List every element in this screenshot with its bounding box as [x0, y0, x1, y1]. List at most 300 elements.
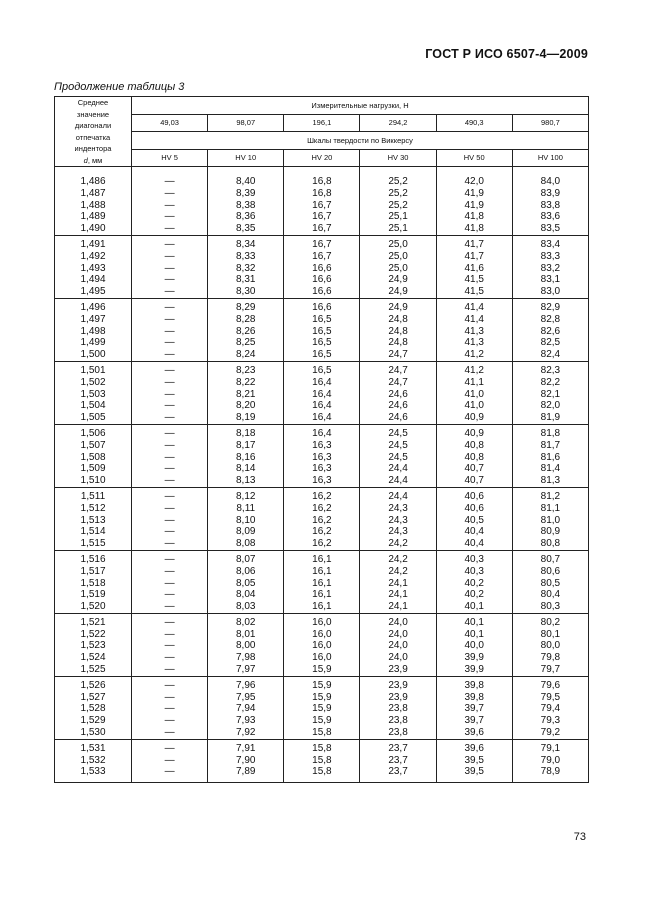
hardness-cell: 16,0	[284, 640, 360, 652]
hardness-cell: 16,6	[284, 286, 360, 298]
hardness-cell: 16,7	[284, 211, 360, 223]
table-row	[55, 487, 589, 502]
diagonal-cell: 1,509	[55, 463, 132, 475]
hardness-cell: 82,8	[512, 314, 588, 326]
hardness-cell: 41,0	[436, 389, 512, 401]
diagonal-cell: 1,504	[55, 400, 132, 412]
table-row	[55, 211, 589, 223]
hardness-cell: 82,9	[512, 298, 588, 313]
hardness-cell: —	[132, 601, 208, 613]
table-row	[55, 550, 589, 565]
hardness-cell: 16,8	[284, 188, 360, 200]
hardness-cell: 83,5	[512, 223, 588, 235]
header-load-cell: 98,07	[208, 114, 284, 132]
hardness-cell: 40,7	[436, 475, 512, 487]
hardness-cell: 24,2	[360, 538, 436, 550]
table-row	[55, 298, 589, 313]
diagonal-cell: 1,524	[55, 652, 132, 664]
hardness-cell: —	[132, 755, 208, 767]
hardness-cell: 39,8	[436, 692, 512, 704]
spacer-cell	[436, 167, 512, 177]
diagonal-cell: 1,522	[55, 629, 132, 641]
hardness-cell: 83,6	[512, 211, 588, 223]
hardness-cell: 82,5	[512, 337, 588, 349]
hardness-cell: 16,2	[284, 538, 360, 550]
table-row	[55, 526, 589, 538]
hardness-cell: 8,12	[208, 487, 284, 502]
table-row	[55, 440, 589, 452]
hardness-cell: 24,2	[360, 566, 436, 578]
table-row	[55, 664, 589, 676]
hardness-cell: 16,0	[284, 629, 360, 641]
hardness-cell: 82,1	[512, 389, 588, 401]
table-row	[55, 361, 589, 376]
hardness-cell: 16,6	[284, 263, 360, 275]
hardness-cell: 41,6	[436, 263, 512, 275]
hardness-cell: 8,31	[208, 274, 284, 286]
hardness-cell: 23,7	[360, 755, 436, 767]
hardness-cell: —	[132, 298, 208, 313]
hardness-cell: 24,8	[360, 314, 436, 326]
hardness-cell: 8,26	[208, 326, 284, 338]
hardness-cell: 16,5	[284, 349, 360, 361]
hardness-cell: —	[132, 211, 208, 223]
hardness-cell: 8,11	[208, 503, 284, 515]
hardness-cell: 8,29	[208, 298, 284, 313]
spacer-cell	[512, 167, 588, 177]
hardness-cell: 39,5	[436, 766, 512, 782]
hardness-cell: —	[132, 664, 208, 676]
hardness-cell: 79,6	[512, 676, 588, 691]
table-row	[55, 251, 589, 263]
hardness-cell: 41,5	[436, 274, 512, 286]
hardness-cell: 16,5	[284, 326, 360, 338]
table-row	[55, 652, 589, 664]
hardness-cell: 15,8	[284, 739, 360, 754]
table-row	[55, 463, 589, 475]
hardness-cell: 80,8	[512, 538, 588, 550]
hardness-cell: 24,8	[360, 326, 436, 338]
hardness-cell: 8,14	[208, 463, 284, 475]
hardness-cell: —	[132, 739, 208, 754]
hardness-cell: 16,5	[284, 337, 360, 349]
diagonal-cell: 1,520	[55, 601, 132, 613]
diagonal-cell: 1,529	[55, 715, 132, 727]
hardness-cell: 24,9	[360, 274, 436, 286]
hardness-cell: 16,3	[284, 475, 360, 487]
header-diagonal-unit: , мм	[87, 155, 103, 165]
diagonal-cell: 1,514	[55, 526, 132, 538]
hardness-cell: 8,40	[208, 176, 284, 188]
table-row	[55, 613, 589, 628]
hardness-cell: —	[132, 715, 208, 727]
hardness-cell: 16,6	[284, 274, 360, 286]
hardness-cell: 15,9	[284, 703, 360, 715]
hardness-cell: 80,5	[512, 578, 588, 590]
hardness-cell: 40,8	[436, 452, 512, 464]
hardness-cell: 7,98	[208, 652, 284, 664]
hardness-cell: 24,0	[360, 629, 436, 641]
table-caption: Продолжение таблицы 3	[54, 81, 185, 93]
document-header: ГОСТ Р ИСО 6507-4—2009	[425, 47, 588, 61]
hardness-cell: 15,8	[284, 727, 360, 739]
hardness-cell: 8,13	[208, 475, 284, 487]
diagonal-cell: 1,499	[55, 337, 132, 349]
hardness-cell: 39,9	[436, 652, 512, 664]
hardness-cell: 40,3	[436, 550, 512, 565]
table-row	[55, 223, 589, 235]
hardness-cell: 39,6	[436, 739, 512, 754]
hardness-cell: 40,2	[436, 578, 512, 590]
hardness-cell: 79,0	[512, 755, 588, 767]
diagonal-cell: 1,533	[55, 766, 132, 782]
table-row	[55, 515, 589, 527]
hardness-cell: —	[132, 400, 208, 412]
hardness-cell: 16,7	[284, 200, 360, 212]
hardness-cell: 24,2	[360, 550, 436, 565]
hardness-cell: 16,0	[284, 652, 360, 664]
hardness-cell: 7,92	[208, 727, 284, 739]
hardness-cell: —	[132, 389, 208, 401]
hardness-cell: 15,9	[284, 715, 360, 727]
hardness-cell: 80,0	[512, 640, 588, 652]
table-row	[55, 629, 589, 641]
table-row	[55, 715, 589, 727]
hardness-cell: 7,93	[208, 715, 284, 727]
hardness-cell: —	[132, 452, 208, 464]
hardness-cell: —	[132, 515, 208, 527]
header-scale-cell: HV 5	[132, 149, 208, 167]
hardness-cell: 25,2	[360, 188, 436, 200]
hardness-cell: 16,1	[284, 601, 360, 613]
hardness-cell: —	[132, 235, 208, 250]
hardness-cell: 25,0	[360, 251, 436, 263]
hardness-cell: 16,1	[284, 566, 360, 578]
header-diagonal-line: Среднее	[77, 98, 109, 107]
hardness-cell: 23,9	[360, 692, 436, 704]
hardness-cell: 16,3	[284, 463, 360, 475]
hardness-cell: —	[132, 314, 208, 326]
hardness-cell: 81,9	[512, 412, 588, 424]
hardness-cell: 41,1	[436, 377, 512, 389]
table-row	[55, 766, 589, 782]
hardness-cell: 24,4	[360, 487, 436, 502]
table-row	[55, 601, 589, 613]
header-load-cell: 294,2	[360, 114, 436, 132]
diagonal-cell: 1,515	[55, 538, 132, 550]
hardness-cell: 15,9	[284, 692, 360, 704]
hardness-cell: 82,3	[512, 361, 588, 376]
hardness-cell: —	[132, 286, 208, 298]
hardness-cell: 40,4	[436, 526, 512, 538]
hardness-cell: 39,9	[436, 664, 512, 676]
hardness-cell: —	[132, 337, 208, 349]
hardness-cell: 81,7	[512, 440, 588, 452]
hardness-cell: 8,17	[208, 440, 284, 452]
hardness-cell: —	[132, 589, 208, 601]
diagonal-cell: 1,506	[55, 424, 132, 439]
header-load-cell: 49,03	[132, 114, 208, 132]
hardness-cell: —	[132, 326, 208, 338]
diagonal-cell: 1,493	[55, 263, 132, 275]
hardness-cell: —	[132, 703, 208, 715]
hardness-cell: —	[132, 274, 208, 286]
hardness-cell: —	[132, 251, 208, 263]
hardness-cell: 79,1	[512, 739, 588, 754]
hardness-cell: 81,0	[512, 515, 588, 527]
hardness-cell: —	[132, 578, 208, 590]
header-scales-row	[55, 149, 589, 167]
hardness-cell: 79,7	[512, 664, 588, 676]
hardness-cell: 8,35	[208, 223, 284, 235]
page-number: 73	[573, 831, 586, 843]
table-row	[55, 755, 589, 767]
diagonal-cell: 1,505	[55, 412, 132, 424]
spacer-cell	[208, 167, 284, 177]
header-diagonal-line: отпечатка	[75, 132, 111, 142]
diagonal-cell: 1,498	[55, 326, 132, 338]
hardness-cell: 7,90	[208, 755, 284, 767]
hardness-cell: 40,9	[436, 412, 512, 424]
hardness-cell: 79,4	[512, 703, 588, 715]
hardness-cell: 8,18	[208, 424, 284, 439]
hardness-cell: 83,1	[512, 274, 588, 286]
table-row	[55, 314, 589, 326]
diagonal-cell: 1,525	[55, 664, 132, 676]
table-row	[55, 566, 589, 578]
hardness-cell: 83,4	[512, 235, 588, 250]
hardness-cell: 25,2	[360, 176, 436, 188]
hardness-cell: 16,1	[284, 578, 360, 590]
hardness-cell: 16,5	[284, 314, 360, 326]
header-scale-cell: HV 30	[360, 149, 436, 167]
hardness-cell: —	[132, 538, 208, 550]
spacer-row	[55, 167, 589, 177]
hardness-cell: 83,8	[512, 200, 588, 212]
hardness-cell: 24,7	[360, 361, 436, 376]
hardness-cell: 24,1	[360, 601, 436, 613]
hardness-cell: 40,1	[436, 601, 512, 613]
hardness-cell: 16,3	[284, 452, 360, 464]
hardness-cell: —	[132, 766, 208, 782]
hardness-cell: 8,05	[208, 578, 284, 590]
diagonal-cell: 1,507	[55, 440, 132, 452]
hardness-cell: —	[132, 176, 208, 188]
hardness-cell: 78,9	[512, 766, 588, 782]
hardness-cell: 15,9	[284, 676, 360, 691]
hardness-cell: 40,0	[436, 640, 512, 652]
hardness-cell: 16,7	[284, 223, 360, 235]
diagonal-cell: 1,491	[55, 235, 132, 250]
diagonal-cell: 1,508	[55, 452, 132, 464]
hardness-cell: 40,7	[436, 463, 512, 475]
table-row	[55, 503, 589, 515]
hardness-cell: 40,2	[436, 589, 512, 601]
table-row	[55, 188, 589, 200]
hardness-cell: 41,7	[436, 235, 512, 250]
diagonal-cell: 1,521	[55, 613, 132, 628]
hardness-cell: —	[132, 377, 208, 389]
hardness-cell: 8,23	[208, 361, 284, 376]
table-row	[55, 326, 589, 338]
hardness-cell: —	[132, 727, 208, 739]
hardness-cell: —	[132, 475, 208, 487]
hardness-cell: 41,3	[436, 337, 512, 349]
table-row	[55, 640, 589, 652]
diagonal-cell: 1,528	[55, 703, 132, 715]
hardness-cell: 24,9	[360, 298, 436, 313]
diagonal-cell: 1,487	[55, 188, 132, 200]
hardness-cell: 8,01	[208, 629, 284, 641]
hardness-cell: 83,3	[512, 251, 588, 263]
hardness-cell: 16,1	[284, 589, 360, 601]
hardness-cell: 82,4	[512, 349, 588, 361]
hardness-cell: 8,19	[208, 412, 284, 424]
diagonal-cell: 1,518	[55, 578, 132, 590]
header-loads-title: Измерительные нагрузки, Н	[132, 97, 589, 115]
diagonal-cell: 1,532	[55, 755, 132, 767]
hardness-cell: 16,7	[284, 251, 360, 263]
hardness-cell: 8,09	[208, 526, 284, 538]
hardness-cell: 24,5	[360, 452, 436, 464]
diagonal-cell: 1,530	[55, 727, 132, 739]
hardness-cell: 41,9	[436, 188, 512, 200]
diagonal-cell: 1,497	[55, 314, 132, 326]
table-row	[55, 263, 589, 275]
hardness-cell: —	[132, 629, 208, 641]
hardness-cell: 24,8	[360, 337, 436, 349]
hardness-cell: —	[132, 349, 208, 361]
hardness-cell: 16,7	[284, 235, 360, 250]
hardness-cell: 23,7	[360, 766, 436, 782]
hardness-cell: —	[132, 200, 208, 212]
hardness-cell: —	[132, 566, 208, 578]
hardness-cell: —	[132, 223, 208, 235]
hardness-cell: 41,4	[436, 298, 512, 313]
hardness-cell: 25,0	[360, 263, 436, 275]
hardness-cell: 81,3	[512, 475, 588, 487]
hardness-cell: 8,00	[208, 640, 284, 652]
hardness-cell: 41,9	[436, 200, 512, 212]
hardness-cell: 8,34	[208, 235, 284, 250]
header-scale-cell: HV 10	[208, 149, 284, 167]
diagonal-cell: 1,526	[55, 676, 132, 691]
hardness-cell: 8,25	[208, 337, 284, 349]
table-row	[55, 337, 589, 349]
hardness-cell: 40,6	[436, 503, 512, 515]
hardness-cell: 24,4	[360, 463, 436, 475]
hardness-cell: 24,3	[360, 526, 436, 538]
header-diagonal-line: диагонали	[74, 121, 112, 130]
hardness-cell: 25,1	[360, 223, 436, 235]
hardness-cell: 39,5	[436, 755, 512, 767]
hardness-cell: 80,6	[512, 566, 588, 578]
table-row	[55, 538, 589, 550]
hardness-cell: 8,22	[208, 377, 284, 389]
diagonal-cell: 1,494	[55, 274, 132, 286]
hardness-cell: —	[132, 487, 208, 502]
hardness-cell: 16,4	[284, 424, 360, 439]
hardness-cell: 7,89	[208, 766, 284, 782]
diagonal-cell: 1,517	[55, 566, 132, 578]
hardness-cell: 83,2	[512, 263, 588, 275]
table-row	[55, 578, 589, 590]
diagonal-cell: 1,519	[55, 589, 132, 601]
hardness-cell: 8,10	[208, 515, 284, 527]
hardness-cell: 24,7	[360, 377, 436, 389]
hardness-cell: —	[132, 440, 208, 452]
hardness-cell: —	[132, 412, 208, 424]
hardness-cell: 41,7	[436, 251, 512, 263]
spacer-cell	[360, 167, 436, 177]
hardness-cell: 81,8	[512, 424, 588, 439]
table-row	[55, 274, 589, 286]
hardness-cell: 16,8	[284, 176, 360, 188]
hardness-cell: —	[132, 463, 208, 475]
header-diagonal	[55, 97, 132, 167]
spacer-cell	[132, 167, 208, 177]
header-scale-cell: HV 50	[436, 149, 512, 167]
hardness-cell: 7,95	[208, 692, 284, 704]
hardness-cell: 40,1	[436, 613, 512, 628]
hardness-cell: 81,4	[512, 463, 588, 475]
diagonal-cell: 1,523	[55, 640, 132, 652]
table-body	[55, 167, 589, 783]
hardness-cell: 8,30	[208, 286, 284, 298]
table-row	[55, 452, 589, 464]
table-row	[55, 692, 589, 704]
hardness-cell: 15,8	[284, 755, 360, 767]
hardness-cell: 80,7	[512, 550, 588, 565]
hardness-cell: 24,1	[360, 589, 436, 601]
hardness-cell: —	[132, 503, 208, 515]
header-loads-row	[55, 114, 589, 132]
hardness-cell: 40,3	[436, 566, 512, 578]
hardness-cell: 23,7	[360, 739, 436, 754]
hardness-cell: 40,6	[436, 487, 512, 502]
diagonal-cell: 1,516	[55, 550, 132, 565]
hardness-cell: 25,1	[360, 211, 436, 223]
diagonal-cell: 1,496	[55, 298, 132, 313]
table-row	[55, 727, 589, 739]
hardness-cell: 8,32	[208, 263, 284, 275]
diagonal-cell: 1,511	[55, 487, 132, 502]
hardness-cell: 8,33	[208, 251, 284, 263]
hardness-cell: 40,5	[436, 515, 512, 527]
hardness-cell: 16,4	[284, 400, 360, 412]
table-row	[55, 703, 589, 715]
diagonal-cell: 1,488	[55, 200, 132, 212]
hardness-cell: 80,4	[512, 589, 588, 601]
table-row	[55, 400, 589, 412]
hardness-cell: 8,36	[208, 211, 284, 223]
hardness-cell: 24,7	[360, 349, 436, 361]
diagonal-cell: 1,501	[55, 361, 132, 376]
hardness-cell: 7,91	[208, 739, 284, 754]
diagonal-cell: 1,512	[55, 503, 132, 515]
table-head	[55, 97, 589, 167]
table-row	[55, 424, 589, 439]
hardness-cell: 80,1	[512, 629, 588, 641]
hardness-cell: 24,5	[360, 424, 436, 439]
hardness-cell: —	[132, 550, 208, 565]
hardness-cell: 24,9	[360, 286, 436, 298]
hardness-cell: 25,0	[360, 235, 436, 250]
table-row	[55, 377, 589, 389]
hardness-cell: 16,3	[284, 440, 360, 452]
hardness-cell: 24,3	[360, 515, 436, 527]
hardness-cell: —	[132, 692, 208, 704]
